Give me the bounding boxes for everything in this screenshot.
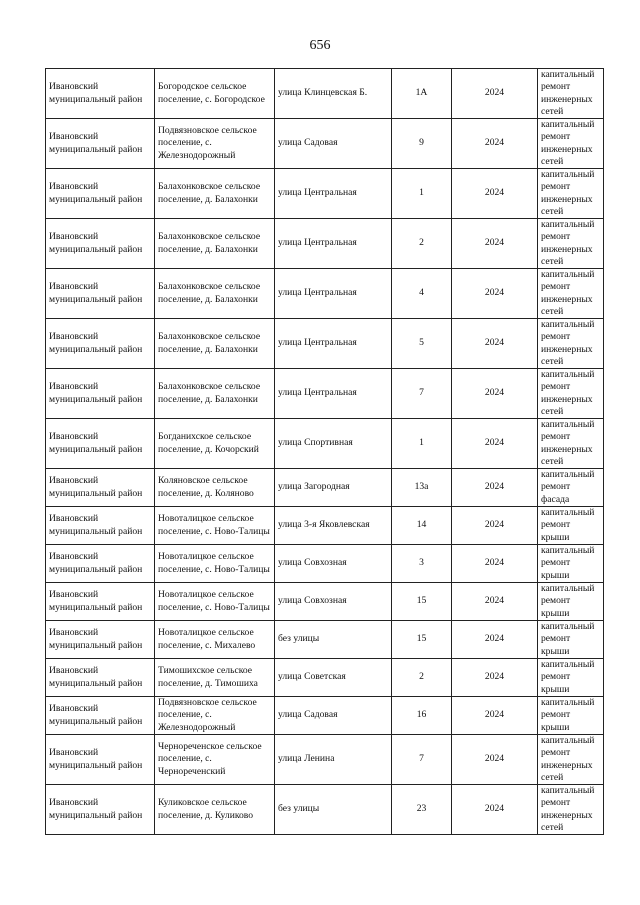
work-type-cell: капитальный ремонт крыши (538, 507, 604, 545)
settlement-cell: Подвязновское сельское поселение, с. Железнодорожный (155, 119, 275, 169)
settlement-cell: Коляновское сельское поселение, д. Коляново (155, 469, 275, 507)
year-cell: 2024 (452, 469, 538, 507)
district-cell: Ивановский муниципальный район (46, 785, 155, 835)
district-cell: Ивановский муниципальный район (46, 659, 155, 697)
table-row (46, 219, 604, 269)
district-cell: Ивановский муниципальный район (46, 119, 155, 169)
street-cell: улица Садовая (275, 119, 392, 169)
street-cell: улица Центральная (275, 169, 392, 219)
table-row (46, 119, 604, 169)
house-number-cell: 16 (392, 697, 452, 735)
settlement-cell: Балахонковское сельское поселение, д. Балахонки (155, 219, 275, 269)
table-row (46, 419, 604, 469)
house-number-cell: 2 (392, 659, 452, 697)
settlement-cell: Новоталицкое сельское поселение, с. Ново-Талицы (155, 583, 275, 621)
house-number-cell: 4 (392, 269, 452, 319)
house-number-cell: 1 (392, 419, 452, 469)
district-cell: Ивановский муниципальный район (46, 583, 155, 621)
district-cell: Ивановский муниципальный район (46, 269, 155, 319)
year-cell: 2024 (452, 319, 538, 369)
house-number-cell: 15 (392, 621, 452, 659)
year-cell: 2024 (452, 219, 538, 269)
district-cell: Ивановский муниципальный район (46, 621, 155, 659)
table-row (46, 469, 604, 507)
house-number-cell: 23 (392, 785, 452, 835)
district-cell: Ивановский муниципальный район (46, 419, 155, 469)
district-cell: Ивановский муниципальный район (46, 735, 155, 785)
house-number-cell: 3 (392, 545, 452, 583)
street-cell: улица Центральная (275, 269, 392, 319)
house-number-cell: 5 (392, 319, 452, 369)
street-cell: улица Центральная (275, 319, 392, 369)
house-number-cell: 7 (392, 735, 452, 785)
page-number: 656 (309, 38, 331, 53)
work-type-cell: капитальный ремонт инженерных сетей (538, 785, 604, 835)
work-type-cell: капитальный ремонт крыши (538, 659, 604, 697)
street-cell: улица 3-я Яковлевская (275, 507, 392, 545)
house-number-cell: 1 (392, 169, 452, 219)
house-number-cell: 7 (392, 369, 452, 419)
table-row (46, 69, 604, 119)
street-cell: без улицы (275, 785, 392, 835)
year-cell: 2024 (452, 507, 538, 545)
table-row (46, 735, 604, 785)
work-type-cell: капитальный ремонт инженерных сетей (538, 735, 604, 785)
table-row (46, 369, 604, 419)
district-cell: Ивановский муниципальный район (46, 697, 155, 735)
year-cell: 2024 (452, 169, 538, 219)
work-type-cell: капитальный ремонт инженерных сетей (538, 69, 604, 119)
settlement-cell: Богородское сельское поселение, с. Богородское (155, 69, 275, 119)
district-cell: Ивановский муниципальный район (46, 319, 155, 369)
work-type-cell: капитальный ремонт инженерных сетей (538, 219, 604, 269)
table-row (46, 621, 604, 659)
table-row (46, 507, 604, 545)
district-cell: Ивановский муниципальный район (46, 469, 155, 507)
work-type-cell: капитальный ремонт инженерных сетей (538, 369, 604, 419)
year-cell: 2024 (452, 545, 538, 583)
table-row (46, 545, 604, 583)
table-row (46, 659, 604, 697)
settlement-cell: Балахонковское сельское поселение, д. Балахонки (155, 269, 275, 319)
year-cell: 2024 (452, 659, 538, 697)
house-number-cell: 9 (392, 119, 452, 169)
street-cell: улица Садовая (275, 697, 392, 735)
settlement-cell: Балахонковское сельское поселение, д. Балахонки (155, 169, 275, 219)
work-type-cell: капитальный ремонт фасада (538, 469, 604, 507)
registry-rows (46, 69, 604, 835)
table-row (46, 785, 604, 835)
district-cell: Ивановский муниципальный район (46, 369, 155, 419)
settlement-cell: Новоталицкое сельское поселение, с. Ново-Талицы (155, 545, 275, 583)
district-cell: Ивановский муниципальный район (46, 69, 155, 119)
work-type-cell: капитальный ремонт крыши (538, 583, 604, 621)
registry-table (45, 68, 604, 835)
house-number-cell: 1А (392, 69, 452, 119)
settlement-cell: Тимошихское сельское поселение, д. Тимошиха (155, 659, 275, 697)
street-cell: улица Клинцевская Б. (275, 69, 392, 119)
street-cell: улица Загородная (275, 469, 392, 507)
settlement-cell: Новоталицкое сельское поселение, с. Ново-Талицы (155, 507, 275, 545)
year-cell: 2024 (452, 419, 538, 469)
work-type-cell: капитальный ремонт крыши (538, 621, 604, 659)
year-cell: 2024 (452, 369, 538, 419)
year-cell: 2024 (452, 785, 538, 835)
work-type-cell: капитальный ремонт крыши (538, 545, 604, 583)
work-type-cell: капитальный ремонт инженерных сетей (538, 169, 604, 219)
work-type-cell: капитальный ремонт инженерных сетей (538, 119, 604, 169)
house-number-cell: 14 (392, 507, 452, 545)
settlement-cell: Чернореченское сельское поселение, с. Чернореченский (155, 735, 275, 785)
street-cell: без улицы (275, 621, 392, 659)
house-number-cell: 15 (392, 583, 452, 621)
year-cell: 2024 (452, 735, 538, 785)
settlement-cell: Балахонковское сельское поселение, д. Балахонки (155, 369, 275, 419)
house-number-cell: 13а (392, 469, 452, 507)
year-cell: 2024 (452, 697, 538, 735)
year-cell: 2024 (452, 269, 538, 319)
year-cell: 2024 (452, 119, 538, 169)
work-type-cell: капитальный ремонт крыши (538, 697, 604, 735)
street-cell: улица Советская (275, 659, 392, 697)
district-cell: Ивановский муниципальный район (46, 219, 155, 269)
table-row (46, 269, 604, 319)
settlement-cell: Куликовское сельское поселение, д. Куликово (155, 785, 275, 835)
table-row (46, 319, 604, 369)
street-cell: улица Центральная (275, 219, 392, 269)
work-type-cell: капитальный ремонт инженерных сетей (538, 419, 604, 469)
street-cell: улица Спортивная (275, 419, 392, 469)
street-cell: улица Совхозная (275, 545, 392, 583)
settlement-cell: Подвязновское сельское поселение, с. Железнодорожный (155, 697, 275, 735)
district-cell: Ивановский муниципальный район (46, 545, 155, 583)
work-type-cell: капитальный ремонт инженерных сетей (538, 319, 604, 369)
street-cell: улица Центральная (275, 369, 392, 419)
settlement-cell: Балахонковское сельское поселение, д. Балахонки (155, 319, 275, 369)
table-row (46, 697, 604, 735)
table-row (46, 583, 604, 621)
table-row (46, 169, 604, 219)
year-cell: 2024 (452, 69, 538, 119)
street-cell: улица Совхозная (275, 583, 392, 621)
year-cell: 2024 (452, 583, 538, 621)
district-cell: Ивановский муниципальный район (46, 507, 155, 545)
district-cell: Ивановский муниципальный район (46, 169, 155, 219)
work-type-cell: капитальный ремонт инженерных сетей (538, 269, 604, 319)
street-cell: улица Ленина (275, 735, 392, 785)
house-number-cell: 2 (392, 219, 452, 269)
year-cell: 2024 (452, 621, 538, 659)
settlement-cell: Богданихское сельское поселение, д. Кочорский (155, 419, 275, 469)
settlement-cell: Новоталицкое сельское поселение, с. Михалево (155, 621, 275, 659)
